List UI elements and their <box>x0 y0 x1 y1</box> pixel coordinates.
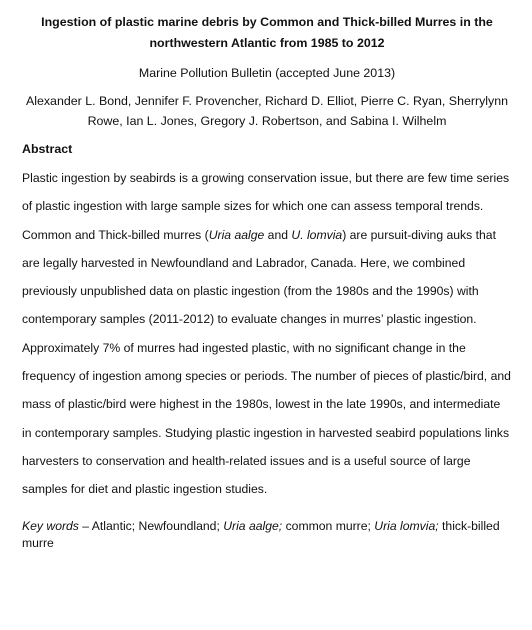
abstract-text-part: Plastic ingestion by seabirds is a growing conservation issue, but there are few time series of plastic ingestion with large sample sizes for which one can assess temporal trends. Common and Thick-billed murres ( <box>22 171 510 242</box>
abstract-body <box>22 164 512 504</box>
abstract-text-part: ) are pursuit-diving auks that are legally harvested in Newfoundland and Labrador, Canada. Here, we combined previously unpublished data on plastic ingestion (from the 1980s and the 1990s) with contemporary samples (2011-2012) to evaluate changes in murres’ plastic ingestion. Approximately 7% of murres had ingested plastic, with no significant change in the frequency of ingestion among species or periods. The number of pieces of plastic/bird, and mass of plastic/bird were highest in the 1980s, lowest in the late 1990s, and intermediate in contemporary samples. Studying plastic ingestion in harvested seabird populations links harvesters to conservation and health-related issues and is a useful source of large samples for diet and plastic ingestion studies. <box>22 227 511 497</box>
keywords-text-part: thick-billed murre <box>22 518 500 550</box>
keyword-species: Uria aalge; <box>223 518 283 533</box>
keywords <box>22 518 512 552</box>
journal-citation: Marine Pollution Bulletin (accepted June 2013) <box>138 66 396 80</box>
abstract-heading: Abstract <box>22 142 73 156</box>
keywords-dash: – <box>78 518 92 533</box>
species-name: U. lomvia <box>291 227 343 242</box>
keywords-text-part: Atlantic; Newfoundland; <box>91 518 224 533</box>
species-name: Uria aalge <box>208 227 265 242</box>
keywords-label: Key words <box>22 518 79 533</box>
keywords-text-part: common murre; <box>282 518 375 533</box>
author-list: Alexander L. Bond, Jennifer F. Provencher, Richard D. Elliot, Pierre C. Ryan, Sherrylynn Rowe, Ian L. Jones, Gregory J. Robertson, and Sabina I. Wilhelm <box>25 94 509 128</box>
keyword-species: Uria lomvia; <box>374 518 439 533</box>
paper-title: Ingestion of plastic marine debris by Common and Thick-billed Murres in the northwestern Atlantic from 1985 to 2012 <box>41 15 493 50</box>
abstract-text-part: and <box>264 227 292 242</box>
